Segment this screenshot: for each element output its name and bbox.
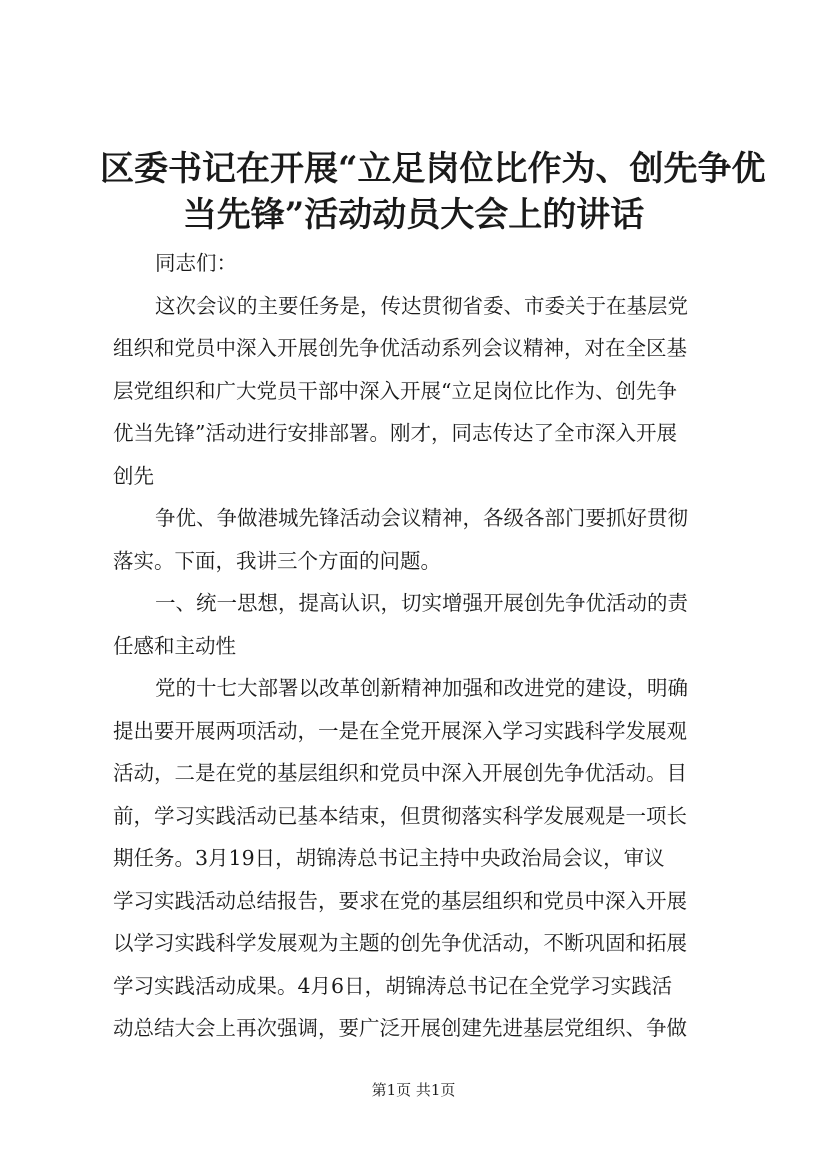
paragraph-line: 层党组织和广大党员干部中深入开展“立足岗位比作为、创先争 [113, 378, 677, 403]
paragraph-line: 前，学习实践活动已基本结束，但贯彻落实科学发展观是一项长 [113, 803, 687, 828]
paragraph-line: 党的十七大部署以改革创新精神加强和改进党的建设，明确 [155, 676, 688, 700]
paragraph-line: 优当先锋”活动进行安排部署。刚才，同志传达了全市深入开展 [113, 421, 677, 445]
paragraph-line: 提出要开展两项活动，一是在全党开展深入学习实践科学发展观 [113, 718, 687, 743]
paragraph-line: 任感和主动性 [113, 633, 236, 658]
page-footer: 第1页 共1页 [371, 1081, 456, 1099]
paragraph-line: 一、统一思想，提高认识，切实增强开展创先争优活动的责 [155, 591, 688, 615]
salutation-paragraph [113, 242, 723, 285]
paragraph-line: 落实。下面，我讲三个方面的问题。 [113, 548, 441, 573]
paragraph-line: 学习实践活动成果。4月6日，胡锦涛总书记在全党学习实践活 [113, 973, 673, 998]
section-heading-paragraph [113, 582, 723, 667]
title-line: 区委书记在开展“立足岗位比作为、创先争优 [100, 149, 766, 189]
paragraph-line: 以学习实践科学发展观为主题的创先争优活动，不断巩固和拓展 [113, 931, 687, 955]
paragraph-line: 创先 [113, 463, 154, 488]
paragraph-line: 期任务。3月19日，胡锦涛总书记主持中央政治局会议，审议 [113, 846, 665, 870]
paragraph-line: 组织和党员中深入开展创先争优活动系列会议精神，对在全区基 [113, 336, 687, 360]
document-body [113, 242, 723, 1050]
paragraph-line: 这次会议的主要任务是，传达贯彻省委、市委关于在基层党 [155, 293, 688, 318]
paragraph-line: 同志们： [155, 251, 237, 275]
paragraph-line: 活动，二是在党的基层组织和党员中深入开展创先争优活动。目 [113, 761, 687, 785]
paragraph-line: 学习实践活动总结报告，要求在党的基层组织和党员中深入开展 [113, 888, 687, 913]
body-paragraph [113, 285, 723, 498]
body-paragraph [113, 667, 723, 1050]
body-paragraph [113, 497, 723, 582]
paragraph-line: 动总结大会上再次强调，要广泛开展创建先进基层党组织、争做 [113, 1016, 687, 1040]
document-title [100, 146, 766, 238]
title-line: 当先锋”活动动员大会上的讲话 [182, 195, 645, 235]
paragraph-line: 争优、争做港城先锋活动会议精神，各级各部门要抓好贯彻 [155, 506, 688, 530]
